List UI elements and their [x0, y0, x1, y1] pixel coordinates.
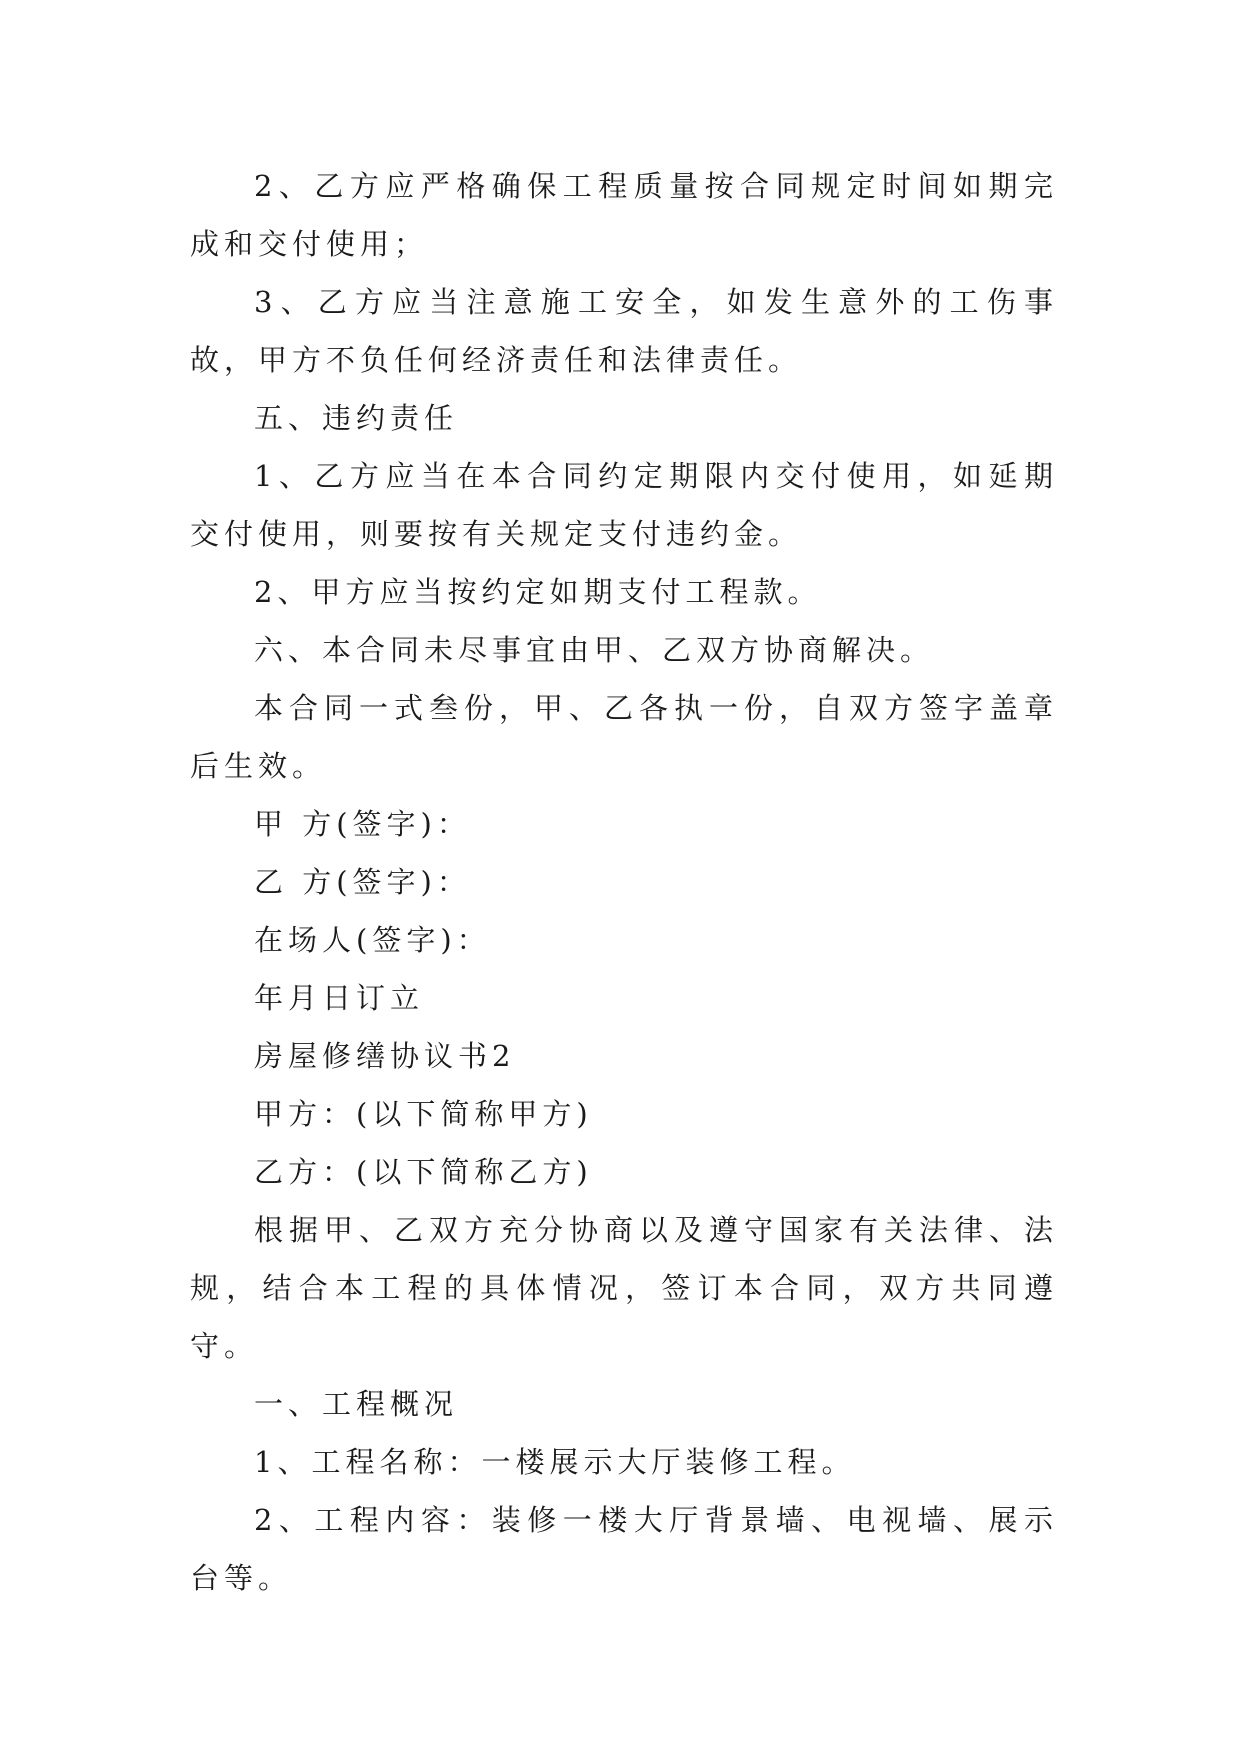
preamble-paragraph: 根据甲、乙双方充分协商以及遵守国家有关法律、法规，结合本工程的具体情况，签订本合同，双方共同遵守。 — [190, 1213, 1058, 1363]
witness-signature-line: 在场人(签字)： — [254, 923, 491, 957]
document-body — [190, 157, 1058, 1607]
project-content-item: 2、工程内容：装修一楼大厅背景墙、电视墙、展示台等。 — [190, 1503, 1058, 1595]
party-a-line: 甲方：(以下简称甲方) — [254, 1097, 593, 1131]
signing-date-line: 年月日订立 — [254, 981, 425, 1015]
project-name-item: 1、工程名称：一楼展示大厅装修工程。 — [254, 1445, 856, 1479]
party-a-signature-line: 甲 方(签字)： — [254, 807, 471, 841]
copies-and-effect-clause: 本合同一式叁份，甲、乙各执一份，自双方签字盖章后生效。 — [190, 691, 1058, 783]
party-b-line: 乙方：(以下简称乙方) — [254, 1155, 593, 1189]
agreement-title: 房屋修缮协议书2 — [254, 1039, 516, 1073]
clause-1-late-delivery: 1、乙方应当在本合同约定期限内交付使用，如延期交付使用，则要按有关规定支付违约金。 — [190, 459, 1058, 551]
section-heading-project-overview: 一、工程概况 — [254, 1387, 459, 1421]
clause-2-quality-and-delivery: 2、乙方应严格确保工程质量按合同规定时间如期完成和交付使用； — [190, 169, 1058, 261]
clause-2-payment: 2、甲方应当按约定如期支付工程款。 — [254, 575, 822, 609]
section-heading-breach-liability: 五、违约责任 — [254, 401, 459, 435]
party-b-signature-line: 乙 方(签字)： — [254, 865, 471, 899]
section-heading-unresolved-matters: 六、本合同未尽事宜由甲、乙双方协商解决。 — [254, 633, 935, 667]
clause-3-construction-safety: 3、乙方应当注意施工安全，如发生意外的工伤事故，甲方不负任何经济责任和法律责任。 — [190, 285, 1058, 377]
